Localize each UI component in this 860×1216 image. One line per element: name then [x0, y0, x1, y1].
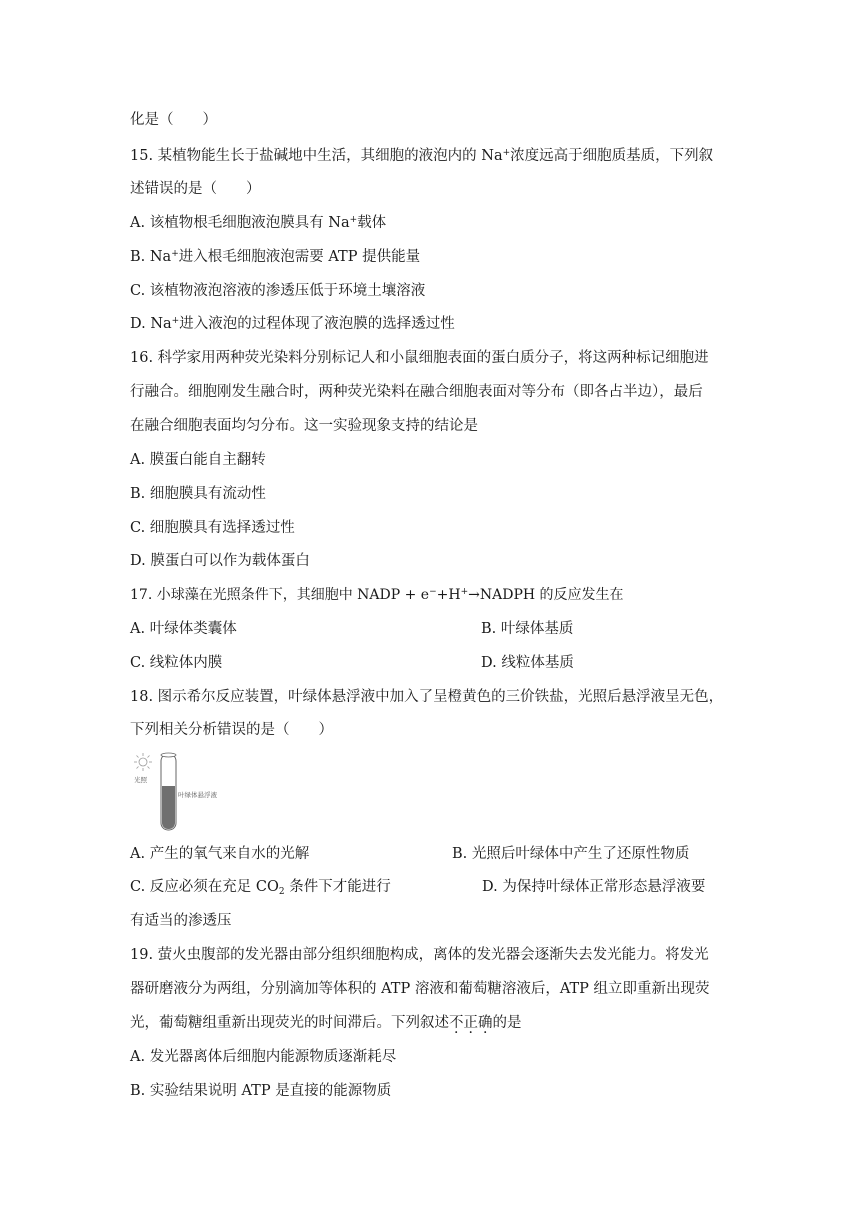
emphasis-char-2: 正 — [463, 1015, 478, 1031]
emphasis-char-3: 确 — [478, 1015, 493, 1031]
q16-stem-line1: 16. 科学家用两种荧光染料分别标记人和小鼠细胞表面的蛋白质分子，将这两种标记细胞进 — [130, 350, 709, 366]
q19-stem-line3: 光，葡萄糖组重新出现荧光的时间滞后。下列叙述不正确的是 — [130, 1015, 522, 1031]
q18-stem-line1: 18. 图示希尔反应装置，叶绿体悬浮液中加入了呈橙黄色的三价铁盐，光照后悬浮液呈无色， — [130, 689, 724, 705]
q17-option-b: B. 叶绿体基质 — [481, 621, 574, 637]
q17-stem: 17. 小球藻在光照条件下，其细胞中 NADP + e−+H+→NADPH 的反应发生在 — [130, 587, 624, 603]
q19-option-a: A. 发光器离体后细胞内能源物质逐渐耗尽 — [130, 1049, 397, 1065]
q19-stem-line2: 器研磨液分为两组，分别滴加等体积的 ATP 溶液和葡萄糖溶液后，ATP 组立即重新出现荧 — [130, 981, 710, 997]
q16-option-d: D. 膜蛋白可以作为载体蛋白 — [130, 553, 310, 569]
hill-reaction-figure — [133, 750, 243, 835]
q18-option-b: B. 光照后叶绿体中产生了还原性物质 — [452, 846, 690, 862]
q18-option-d-continued: 有适当的渗透压 — [130, 913, 232, 929]
q16-stem-line2: 行融合。细胞刚发生融合时，两种荧光染料在融合细胞表面对等分布（即各占半边），最后 — [130, 384, 703, 400]
q15-option-d: D. Na+进入液泡的过程体现了液泡膜的选择透过性 — [130, 316, 455, 332]
sun-icon — [134, 753, 152, 771]
q16-option-b: B. 细胞膜具有流动性 — [130, 486, 266, 502]
light-label: 光照 — [134, 776, 147, 784]
suspension-label: 叶绿体悬浮液 — [178, 791, 217, 799]
q17-option-c: C. 线粒体内膜 — [130, 655, 223, 671]
q15-option-b: B. Na+进入根毛细胞液泡需要 ATP 提供能量 — [130, 249, 421, 265]
emphasis-char-1: 不 — [449, 1015, 464, 1031]
test-tube-icon — [161, 753, 176, 830]
q17-option-d: D. 线粒体基质 — [481, 655, 574, 671]
q18-option-a: A. 产生的氧气来自水的光解 — [130, 846, 310, 862]
q17-option-a: A. 叶绿体类囊体 — [130, 621, 237, 637]
q18-option-d: D. 为保持叶绿体正常形态悬浮液要 — [482, 879, 706, 895]
q19-stem-line1: 19. 萤火虫腹部的发光器由部分组织细胞构成，离体的发光器会逐渐失去发光能力。将发光 — [130, 947, 709, 963]
q15-option-c: C. 该植物液泡溶液的渗透压低于环境土壤溶液 — [130, 283, 426, 299]
q15-option-a: A. 该植物根毛细胞液泡膜具有 Na+载体 — [130, 215, 387, 231]
q16-stem-line3: 在融合细胞表面均匀分布。这一实验现象支持的结论是 — [130, 418, 478, 434]
q19-option-b: B. 实验结果说明 ATP 是直接的能源物质 — [130, 1083, 392, 1099]
q18-option-c: C. 反应必须在充足 $CO_2$ 条件下才能进行 — [130, 879, 391, 897]
q15-stem-line2: 述错误的是（ ） — [130, 181, 261, 197]
q14-tail: 化是（ ） — [130, 112, 217, 128]
q18-stem-line2: 下列相关分析错误的是（ ） — [130, 722, 333, 738]
q15-stem-line1: 15. 某植物能生长于盐碱地中生活，其细胞的液泡内的 Na+浓度远高于细胞质基质，下列叙 — [130, 148, 714, 164]
q16-option-c: C. 细胞膜具有选择透过性 — [130, 520, 295, 536]
q16-option-a: A. 膜蛋白能自主翻转 — [130, 452, 266, 468]
